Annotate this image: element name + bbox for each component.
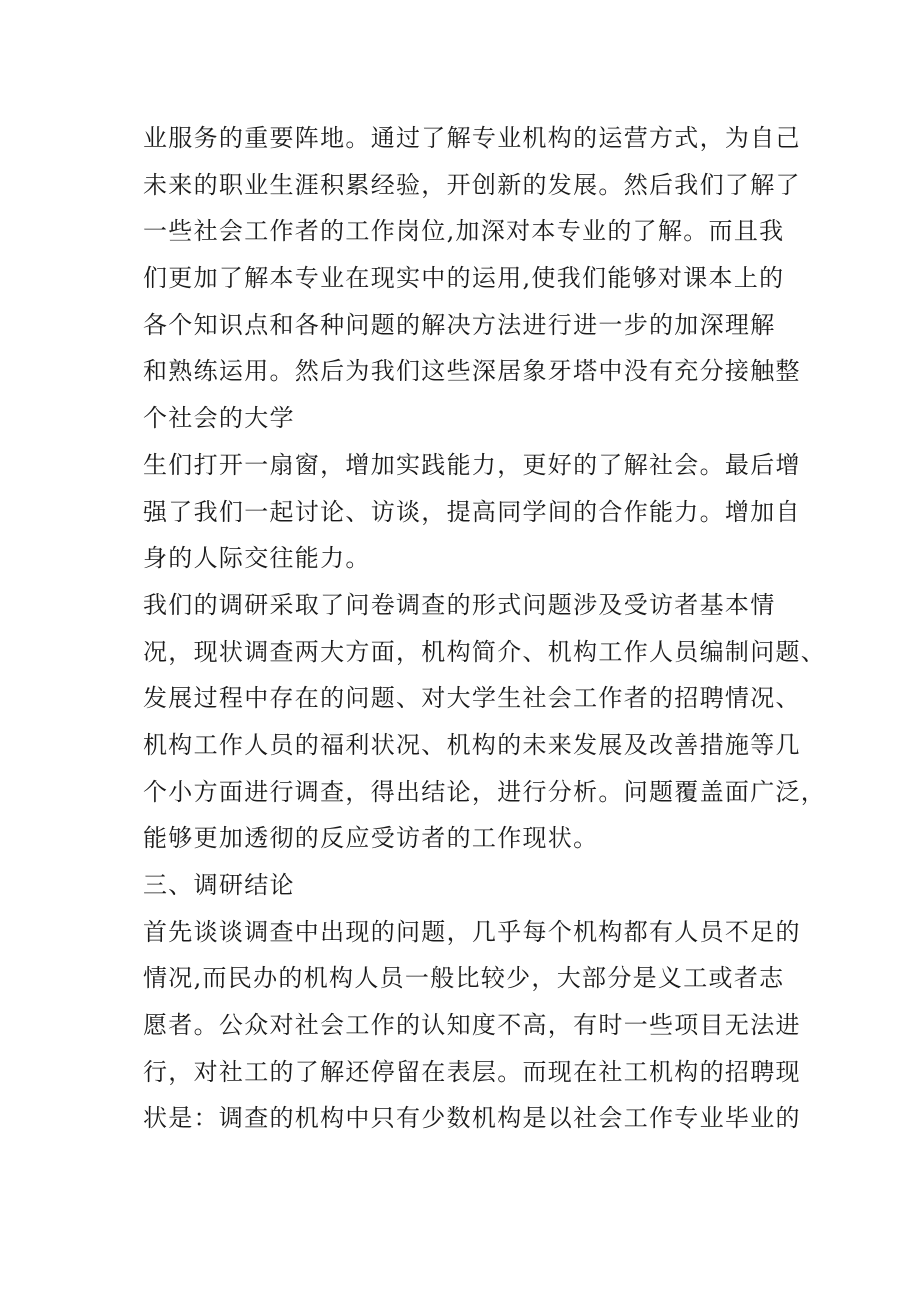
- text-line: 行，对社工的了解还停留在表层。而现在社工机构的招聘现: [143, 1057, 801, 1086]
- text-line: 业服务的重要阵地。通过了解专业机构的运营方式，为自己: [143, 124, 801, 152]
- text-line: 们更加了解本专业在现实中的运用,使我们能够对课本上的: [143, 264, 785, 293]
- text-line: 一些社会工作者的工作岗位,加深对本专业的了解。而且我: [143, 217, 785, 246]
- text-line: 未来的职业生涯积累经验，开创新的发展。然后我们了解了: [143, 170, 801, 199]
- text-line: 生们打开一扇窗，增加实践能力，更好的了解社会。最后增: [143, 450, 801, 479]
- text-line: 情况,而民办的机构人员一般比较少，大部分是义工或者志: [143, 964, 785, 993]
- text-line: 个社会的大学: [143, 404, 295, 433]
- text-line: 况，现状调查两大方面，机构简介、机构工作人员编制问题、: [143, 637, 827, 666]
- section-heading: 三、调研结论: [143, 871, 295, 899]
- text-line: 状是：调查的机构中只有少数机构是以社会工作专业毕业的: [143, 1104, 801, 1133]
- text-line: 我们的调研采取了问卷调查的形式问题涉及受访者基本情: [143, 590, 776, 619]
- text-line: 首先谈谈调查中出现的问题，几乎每个机构都有人员不足的: [143, 917, 801, 946]
- text-line: 发展过程中存在的问题、对大学生社会工作者的招聘情况、: [143, 684, 801, 713]
- text-line: 能够更加透彻的反应受访者的工作现状。: [143, 824, 599, 853]
- text-line: 强了我们一起讨论、访谈，提高同学间的合作能力。增加自: [143, 497, 801, 526]
- text-line: 各个知识点和各种问题的解决方法进行进一步的加深理解: [143, 310, 776, 339]
- text-line: 身的人际交往能力。: [143, 544, 371, 573]
- text-line: 愿者。公众对社会工作的认知度不高，有时一些项目无法进: [143, 1011, 801, 1040]
- document-body: [143, 115, 827, 1142]
- text-line: 机构工作人员的福利状况、机构的未来发展及改善措施等几: [143, 730, 801, 759]
- text-line: 个小方面进行调查，得出结论，进行分析。问题覆盖面广泛，: [143, 777, 827, 806]
- text-line: 和熟练运用。然后为我们这些深居象牙塔中没有充分接触整: [143, 357, 801, 386]
